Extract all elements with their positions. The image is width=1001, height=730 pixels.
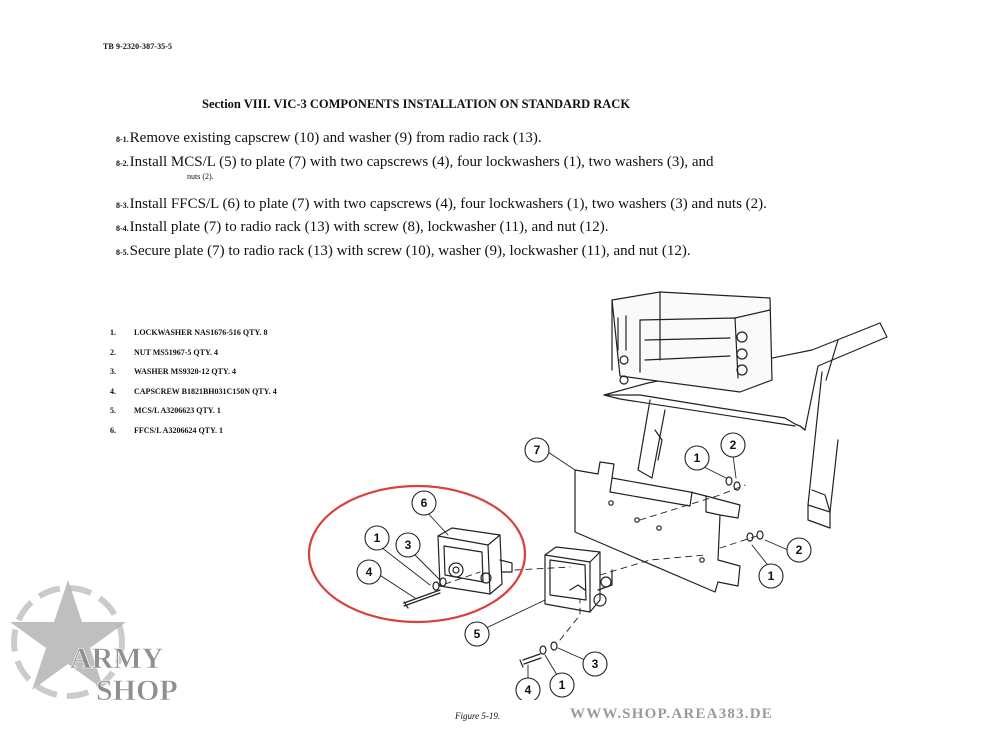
logo-word-army: ARMY <box>70 642 164 675</box>
step-8-3 <box>116 196 767 213</box>
installation-figure <box>300 280 1001 700</box>
fasteners-bottom-drawing <box>520 642 557 667</box>
logo-word-shop: SHOP <box>96 674 178 707</box>
parts-list-item <box>110 387 277 407</box>
callout-5: 5 <box>473 627 481 641</box>
part-text: MCS/L A3206623 QTY. 1 <box>134 406 221 415</box>
part-number: 1. <box>110 328 116 337</box>
step-text: Install MCS/L (5) to plate (7) with two capscrews (4), four lockwashers (1), two washers (3), and <box>129 154 714 170</box>
fasteners-left-drawing <box>404 578 446 608</box>
callout-4: 4 <box>524 683 532 697</box>
step-8-1 <box>116 130 542 147</box>
step-text: Install plate (7) to radio rack (13) with screw (8), lockwasher (11), and nut (12). <box>129 219 609 235</box>
callout-1: 1 <box>693 451 701 465</box>
section-title: Section VIII. VIC-3 COMPONENTS INSTALLATION ON STANDARD RACK <box>202 97 631 111</box>
callout-1: 1 <box>373 531 381 545</box>
mcs-l-unit-drawing <box>545 547 612 612</box>
callout-1: 1 <box>767 569 775 583</box>
part-text: NUT MS51967-5 QTY. 4 <box>134 347 219 357</box>
ffcs-l-unit-drawing <box>438 528 512 594</box>
document-id: TB 9-2320-387-35-5 <box>103 42 173 51</box>
step-8-2-continuation: nuts (2). <box>187 172 214 181</box>
parts-list-item <box>110 367 277 387</box>
part-text: LOCKWASHER NAS1676-516 QTY. 8 <box>134 328 268 337</box>
part-number: 3. <box>110 367 116 376</box>
parts-list-item <box>110 348 277 368</box>
watermark-url: WWW.SHOP.AREA383.DE <box>570 706 773 722</box>
step-number: 8-1. <box>116 135 129 144</box>
step-text: Install FFCS/L (6) to plate (7) with two capscrews (4), four lockwashers (1), two washers (3) and nuts (2). <box>129 196 767 212</box>
step-text: Remove existing capscrew (10) and washer (9) from radio rack (13). <box>129 130 542 146</box>
part-text: FFCS/L A3206624 QTY. 1 <box>134 425 224 435</box>
step-number: 8-5. <box>116 248 129 257</box>
callout-4: 4 <box>365 565 373 579</box>
part-text: CAPSCREW B1821BH031C150N QTY. 4 <box>134 386 277 396</box>
step-text: Secure plate (7) to radio rack (13) with screw (10), washer (9), lockwasher (11), and nut (12). <box>129 243 691 259</box>
callout-3: 3 <box>591 657 599 671</box>
figure-caption: Figure 5-19. <box>455 711 501 721</box>
step-number: 8-4. <box>116 224 129 233</box>
army-shop-logo <box>8 578 208 708</box>
parts-list-item <box>110 426 277 446</box>
parts-list-item <box>110 406 277 426</box>
step-8-5 <box>116 243 691 260</box>
part-number: 6. <box>110 425 116 435</box>
part-number: 5. <box>110 406 116 415</box>
step-number: 8-2. <box>116 159 129 168</box>
callout-2: 2 <box>795 543 803 557</box>
callout-2: 2 <box>729 438 737 452</box>
part-number: 2. <box>110 347 116 357</box>
callout-7: 7 <box>533 443 541 457</box>
parts-list-item <box>110 328 277 348</box>
callout-3: 3 <box>404 538 412 552</box>
part-number: 4. <box>110 386 116 396</box>
step-number: 8-3. <box>116 201 129 210</box>
step-8-2 <box>116 154 714 171</box>
part-text: WASHER MS9320-12 QTY. 4 <box>134 367 236 376</box>
callout-1: 1 <box>558 678 566 692</box>
parts-list <box>110 328 277 445</box>
callout-6: 6 <box>420 496 428 510</box>
step-8-4 <box>116 219 609 236</box>
